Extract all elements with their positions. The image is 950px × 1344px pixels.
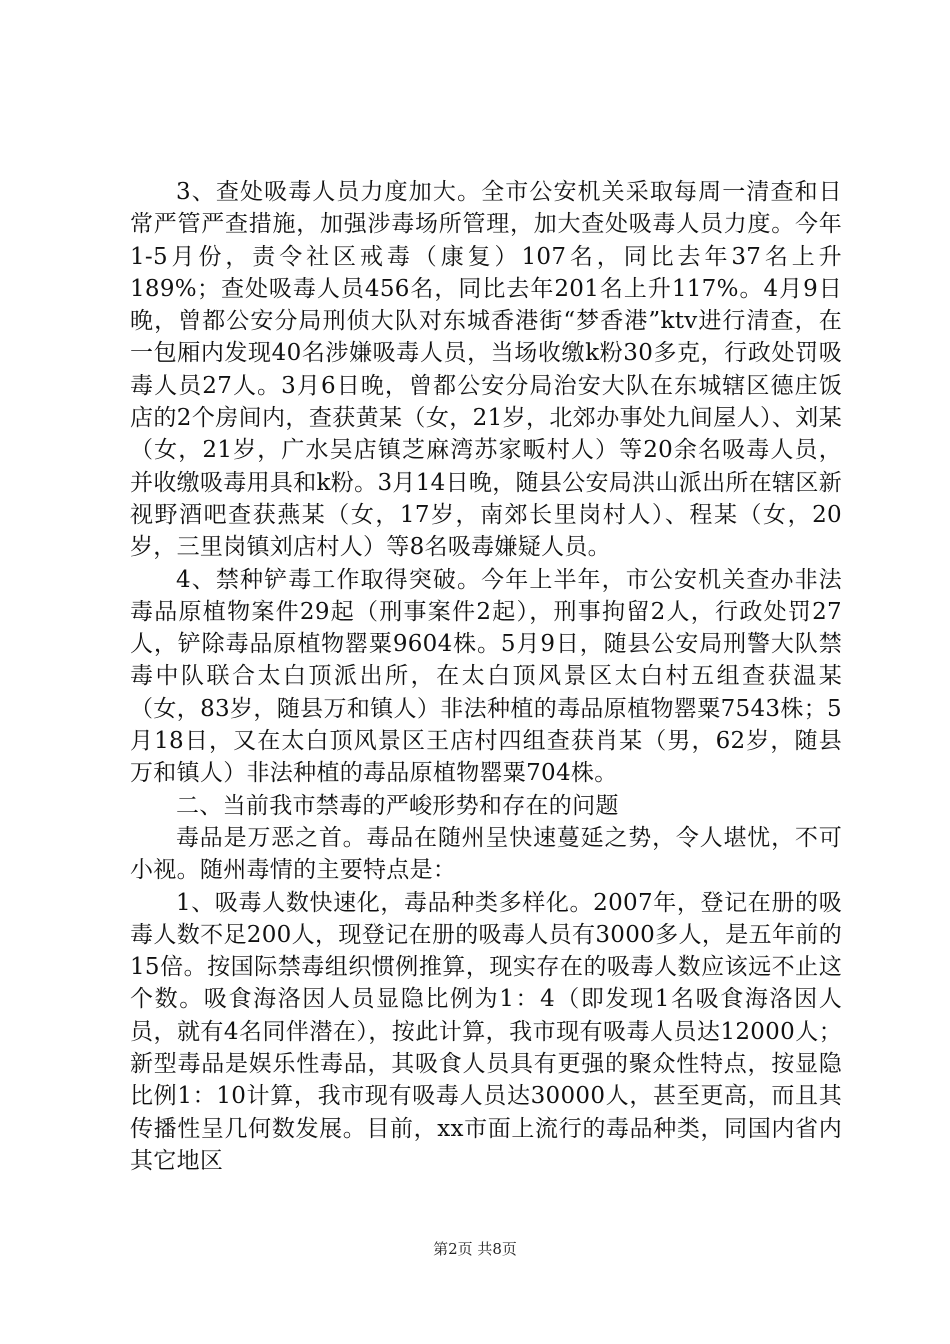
paragraph-poppy-eradication: 4、禁种铲毒工作取得突破。今年上半年，市公安机关查办非法毒品原植物案件29起（刑事案件2起），刑事拘留2人，行政处罚27人，铲除毒品原植物罂粟9604株。5月9日，随县公安局刑警大队禁毒中队联合太白顶派出所，在太白顶风景区太白村五组查获温某（女，83岁，随县万和镇人）非法种植的毒品原植物罂粟7543株；5月18日，又在太白顶风景区王店村四组查获肖某（男，62岁，随县万和镇人）非法种植的毒品原植物罂粟704株。 [130, 566, 842, 787]
document-body [130, 176, 842, 1177]
paragraph-situation-intro: 毒品是万恶之首。毒品在随州呈快速蔓延之势，令人堪忧，不可小视。随州毒情的主要特点是： [130, 824, 842, 884]
paragraph-user-growth: 1、吸毒人数快速化，毒品种类多样化。2007年，登记在册的吸毒人数不足200人，现登记在册的吸毒人员有3000多人，是五年前的15倍。按国际禁毒组织惯例推算，现实存在的吸毒人数应该远不止这个数。吸食海洛因人员显隐比例为1：4（即发现1名吸食海洛因人员，就有4名同伴潜在），按此计算，我市现有吸毒人员达12000人；新型毒品是娱乐性毒品，其吸食人员具有更强的聚众性特点，按显隐比例1：10计算，我市现有吸毒人员达30000人，甚至更高，而且其传播性呈几何数发展。目前，xx市面上流行的毒品种类，同国内省内其它地区 [130, 889, 842, 1174]
section-heading: 二、当前我市禁毒的严峻形势和存在的问题 [176, 792, 619, 819]
paragraph-drug-user-crackdown: 3、查处吸毒人员力度加大。全市公安机关采取每周一清查和日常严管严查措施，加强涉毒场所管理，加大查处吸毒人员力度。今年1-5月份，责令社区戒毒（康复）107名，同比去年37名上升189%；查处吸毒人员456名，同比去年201名上升117%。4月9日晚，曾都公安分局刑侦大队对东城香港街“梦香港”ktv进行清查，在一包厢内发现40名涉嫌吸毒人员，当场收缴k粉30多克，行政处罚吸毒人员27人。3月6日晚，曾都公安分局治安大队在东城辖区德庄饭店的2个房间内，查获黄某（女，21岁，北郊办事处九间屋人）、刘某（女，21岁，广水吴店镇芝麻湾苏家畈村人）等20余名吸毒人员，并收缴吸毒用具和k粉。3月14日晚，随县公安局洪山派出所在辖区新视野酒吧查获燕某（女，17岁，南郊长里岗村人）、程某（女，20岁，三里岗镇刘店村人）等8名吸毒嫌疑人员。 [130, 179, 842, 561]
page-number-footer: 第2页 共8页 [433, 1240, 517, 1258]
